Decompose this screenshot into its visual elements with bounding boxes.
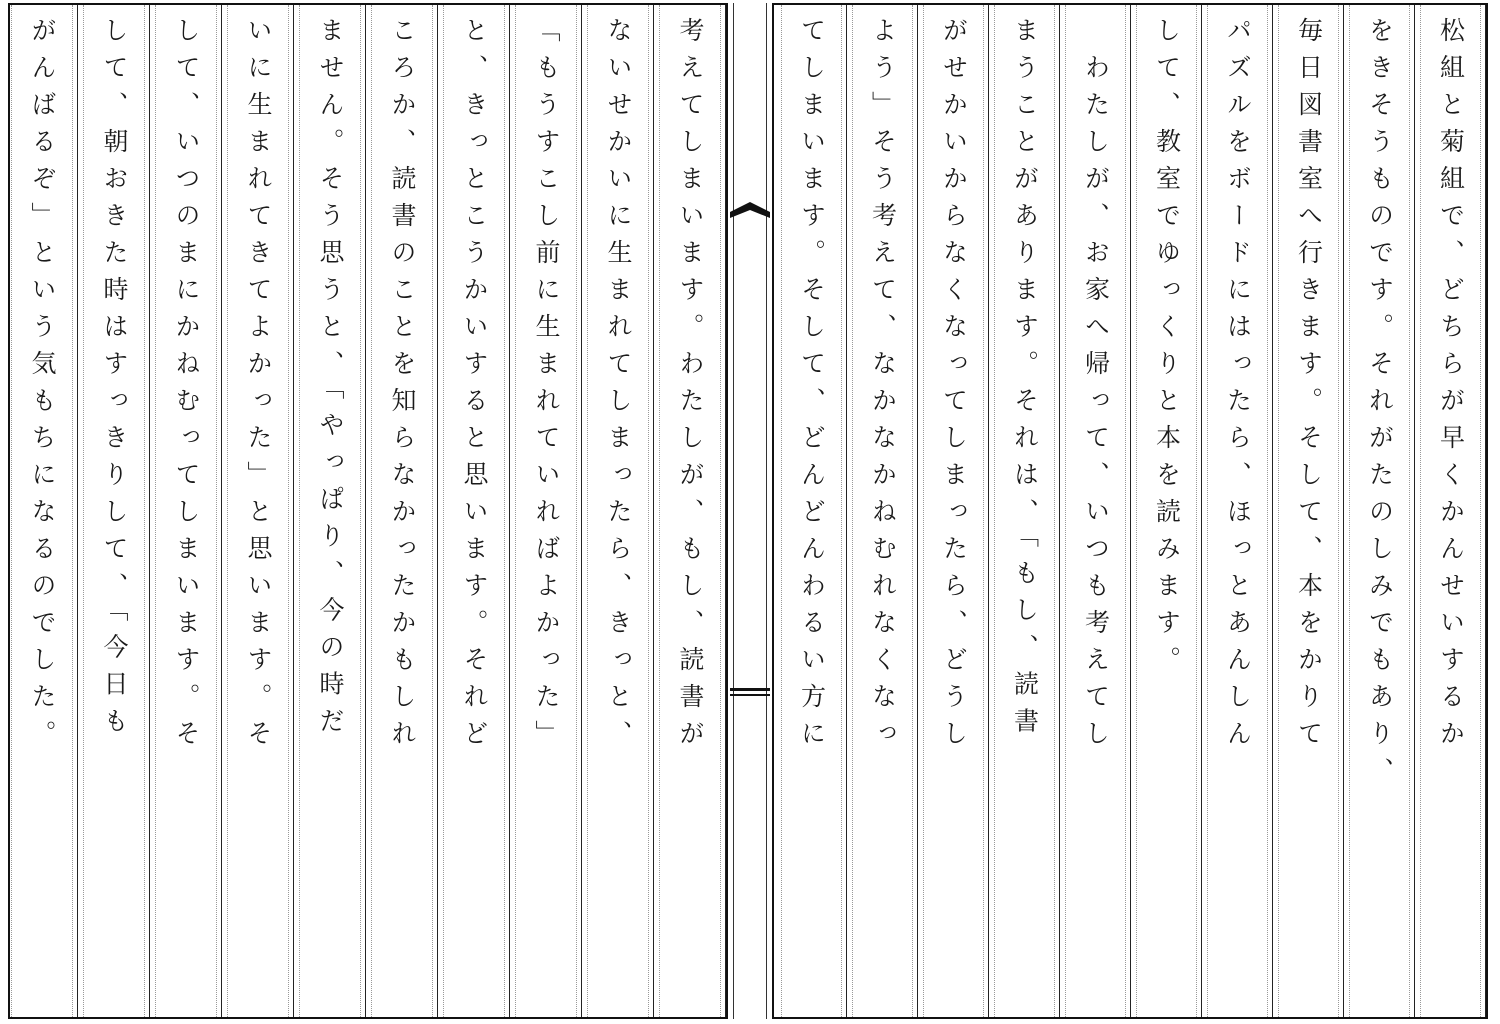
manuscript-column — [1415, 5, 1486, 1017]
column-text: 松組と菊組で、どちらが早くかんせいするか — [1436, 17, 1466, 757]
manuscript-column — [1131, 5, 1202, 1017]
column-text: いに生まれてきてよかった」と思います。そ — [244, 17, 273, 757]
manuscript-column — [847, 5, 918, 1017]
column-text: がせかいからなくなってしまったら、どうし — [939, 17, 969, 757]
right-page — [772, 3, 1488, 1019]
column-text: して、教室でゆっくりと本を読みます。 — [1152, 17, 1182, 683]
fishtail-marker-lower — [728, 685, 772, 699]
manuscript-column — [776, 5, 847, 1017]
column-text: 「もうすこし前に生まれていればよかった」 — [532, 17, 561, 757]
manuscript-column — [222, 5, 294, 1017]
manuscript-column — [510, 5, 582, 1017]
column-text: まうことがあります。それは、「もし、読書 — [1010, 17, 1040, 745]
manuscript-column — [438, 5, 510, 1017]
manuscript-column — [654, 5, 726, 1017]
manuscript-column — [366, 5, 438, 1017]
center-spine — [728, 3, 772, 1019]
column-text: がんばるぞ」という気もちになるのでした。 — [28, 17, 57, 757]
column-text: ころか、読書のことを知らなかったかもしれ — [388, 17, 417, 757]
column-text: 考えてしまいます。わたしが、もし、読書が — [676, 17, 705, 757]
column-text: てしまいます。そして、どんどんわるい方に — [797, 17, 827, 757]
manuscript-column — [1273, 5, 1344, 1017]
manuscript-column — [294, 5, 366, 1017]
column-text: して、朝おきた時はすっきりして、「今日も — [100, 17, 129, 745]
left-page — [8, 3, 728, 1019]
column-text: して、いつのまにかねむってしまいます。そ — [172, 17, 201, 757]
column-text: パズルをボードにはったら、ほっとあんしん — [1223, 17, 1253, 757]
column-text: よう」そう考えて、なかなかねむれなくなっ — [868, 17, 898, 757]
column-text: 毎日図書室へ行きます。そして、本をかりて — [1294, 17, 1324, 757]
fishtail-marker-upper — [728, 198, 772, 220]
manuscript-column — [78, 5, 150, 1017]
column-text: ません。そう思うと、「やっぱり、今の時だ — [316, 17, 345, 745]
column-text: と、きっとこうかいすると思います。それど — [460, 17, 489, 757]
manuscript-column — [1202, 5, 1273, 1017]
manuscript-column — [6, 5, 78, 1017]
manuscript-column — [989, 5, 1060, 1017]
manuscript-column — [918, 5, 989, 1017]
manuscript-column — [1344, 5, 1415, 1017]
column-text: をきそうものです。それがたのしみでもあり、 — [1365, 17, 1395, 794]
manuscript-column — [1060, 5, 1131, 1017]
manuscript-column — [582, 5, 654, 1017]
manuscript-column — [150, 5, 222, 1017]
column-text: ないせかいに生まれてしまったら、きっと、 — [604, 17, 633, 757]
column-text: わたしが、お家へ帰って、いつも考えてし — [1081, 17, 1111, 757]
